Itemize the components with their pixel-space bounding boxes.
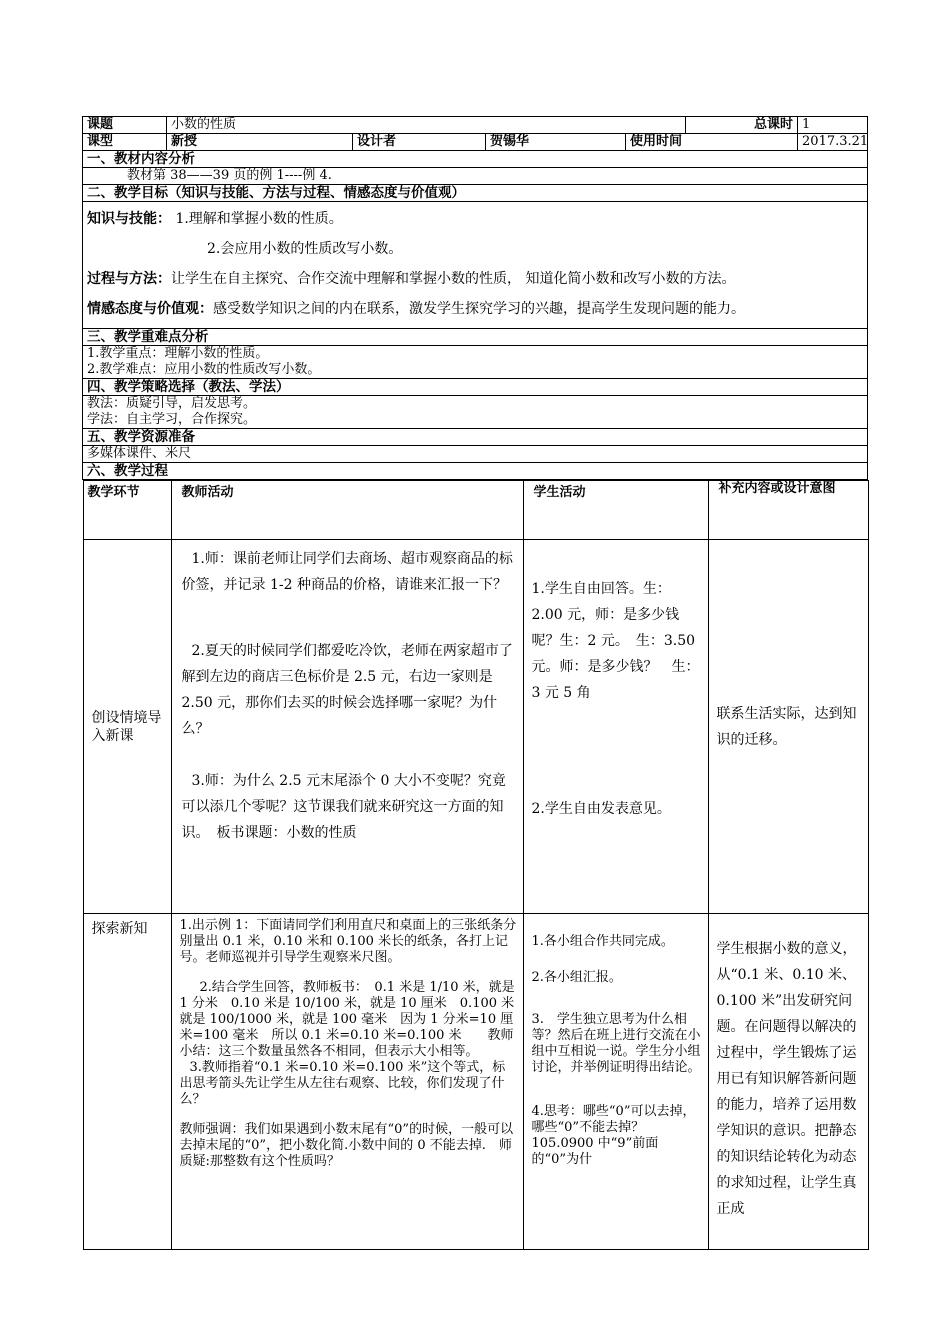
knowledge-goal-2: 2.会应用小数的性质改写小数。 — [207, 241, 403, 257]
section-2-goals — [83, 202, 868, 329]
designer-label: 设计者 — [353, 134, 486, 151]
intro-note: 联系生活实际，达到知识的迁移。 — [716, 705, 857, 748]
difficult-point: 2.教学难点：应用小数的性质改写小数。 — [87, 362, 321, 377]
stage-intro: 创设情境导入新课 — [83, 540, 171, 914]
date-value: 2017.3.21 — [798, 134, 868, 151]
process-header-row — [83, 481, 868, 540]
knowledge-label: 知识与技能： — [87, 211, 171, 227]
explore-student-1: 1.各小组合作共同完成。 — [531, 934, 674, 949]
learning-method: 学法：自主学习，合作探究。 — [87, 412, 257, 427]
topic-label: 课题 — [83, 117, 167, 134]
total-hours-label: 总课时 — [686, 117, 798, 134]
intro-teacher-1: 1.师：课前老师让同学们去商场、超市观察商品的标价签，并记录 1-2 种商品的价格，请谁来汇报一下？ — [181, 551, 513, 593]
date-label: 使用时间 — [626, 134, 798, 151]
section-4-body — [83, 396, 868, 429]
total-hours-value: 1 — [798, 117, 868, 134]
col-head-teacher: 教师活动 — [171, 481, 523, 540]
topic-value: 小数的性质 — [167, 117, 686, 134]
section-4-title: 四、教学策略选择（教法、学法） — [83, 379, 868, 396]
explore-teacher-3: 3.教师指着“0.1 米=0.10 米=0.100 米”这个等式，标出思考箭头先让学生从左往右观察、比较，你们发现了什么？ — [179, 1060, 506, 1107]
section-3-body — [83, 346, 868, 379]
intro-student-2: 2.学生自由发表意见。 — [531, 801, 671, 817]
stage-explore: 探索新知 — [83, 914, 171, 1250]
explore-note: 学生根据小数的意义，从“0.1 米、0.10 米、0.100 米”出发研究问题。在问题得以解决的过程中，学生锻炼了运用已有知识解答新问题的能力，培养了运用数学知识的意识。把静态的知识结论转化为动态的求知过程，让学生真正成 — [716, 941, 857, 1217]
explore-teacher-1: 1.出示例 1：下面请同学们利用直尺和桌面上的三张纸条分别量出 0.1 米，0.10 米和 0.100 米长的纸条，各打上记号。老师巡视并引导学生观察米尺图。 — [179, 918, 517, 965]
intro-teacher-2: 2.夏天的时候同学们都爱吃冷饮，老师在两家超市了解到左边的商店三色标价是 2.5 元，右边一家则是 2.50 元，那你们去买的时候会选择哪一家呢？为什么？ — [181, 643, 513, 737]
col-head-student: 学生活动 — [523, 481, 708, 540]
intro-teacher-3: 3.师：为什么 2.5 元末尾添个 0 大小不变呢？究竟可以添几个零呢？这节课我们就来研究这一方面的知识。 板书课题：小数的性质 — [181, 773, 506, 841]
lesson-plan-page — [82, 116, 867, 1250]
explore-student-3: 3. 学生独立思考为什么相等？然后在班上进行交流在小组中互相说一说。学生分小组讨论，并举例证明得出结论。 — [531, 1012, 701, 1075]
emotion-label: 情感态度与价值观： — [87, 301, 213, 317]
section-6-title: 六、教学过程 — [83, 463, 868, 480]
section-2-title: 二、教学目标（知识与技能、方法与过程、情感态度与价值观） — [83, 185, 868, 202]
designer-value: 贺锡华 — [486, 134, 626, 151]
section-1-title: 一、教材内容分析 — [83, 151, 868, 168]
explore-student-4: 4.思考：哪些“0”可以去掉，哪些“0”不能去掉？ 105.0900 中“9”前面的“0”为什 — [531, 1104, 696, 1167]
explore-teacher-4: 教师强调：我们如果遇到小数末尾有“0”的时候，一般可以去掉末尾的“0”，把小数化简.小数中间的 0 不能去掉. 师质疑:那整数有这个性质吗？ — [179, 1122, 514, 1169]
col-head-stage: 教学环节 — [83, 481, 171, 540]
header-row-topic — [83, 117, 868, 134]
process-table — [83, 480, 869, 1250]
explore-teacher-2: 2.结合学生回答，教师板书： 0.1 米是 1/10 米，就是 1 分米 0.10 米是 10/100 米，就是 10 厘米 0.100 米就是 100/1000 米，就是 100 毫米 因为 1 分米=10 厘米=100 毫米 所以 0.1 米=0.10 米=0.100 米 教师小结：这三个数量虽然各不相同，但表示大小相等。 — [179, 980, 515, 1059]
section-3-title: 三、教学重难点分析 — [83, 329, 868, 346]
lesson-plan-table — [82, 116, 868, 1250]
process-row-explore — [83, 914, 868, 1250]
method-label: 过程与方法： — [87, 271, 171, 287]
col-head-note: 补充内容或设计意图 — [708, 481, 868, 540]
process-row-intro — [83, 540, 868, 914]
type-value: 新授 — [167, 134, 353, 151]
knowledge-goal-1: 1.理解和掌握小数的性质。 — [175, 211, 343, 227]
section-5-text: 多媒体课件、米尺 — [83, 446, 868, 463]
explore-student-2: 2.各小组汇报。 — [531, 970, 622, 985]
section-1-text: 教材第 38——39 页的例 1----例 4. — [83, 168, 868, 185]
method-goal: 让学生在自主探究、合作交流中理解和掌握小数的性质， 知道化简小数和改写小数的方法。 — [171, 271, 736, 287]
header-row-type — [83, 134, 868, 151]
type-label: 课型 — [83, 134, 167, 151]
teaching-method: 教法：质疑引导，启发思考。 — [87, 396, 257, 411]
emotion-goal: 感受数学知识之间的内在联系，激发学生探究学习的兴趣，提高学生发现问题的能力。 — [213, 301, 745, 317]
section-5-title: 五、教学资源准备 — [83, 429, 868, 446]
intro-student-1: 1.学生自由回答。生：2.00 元，师：是多少钱呢？生：2 元。 生：3.50 元。师：是多少钱？ 生：3 元 5 角 — [531, 581, 700, 701]
key-point: 1.教学重点：理解小数的性质。 — [87, 346, 269, 361]
